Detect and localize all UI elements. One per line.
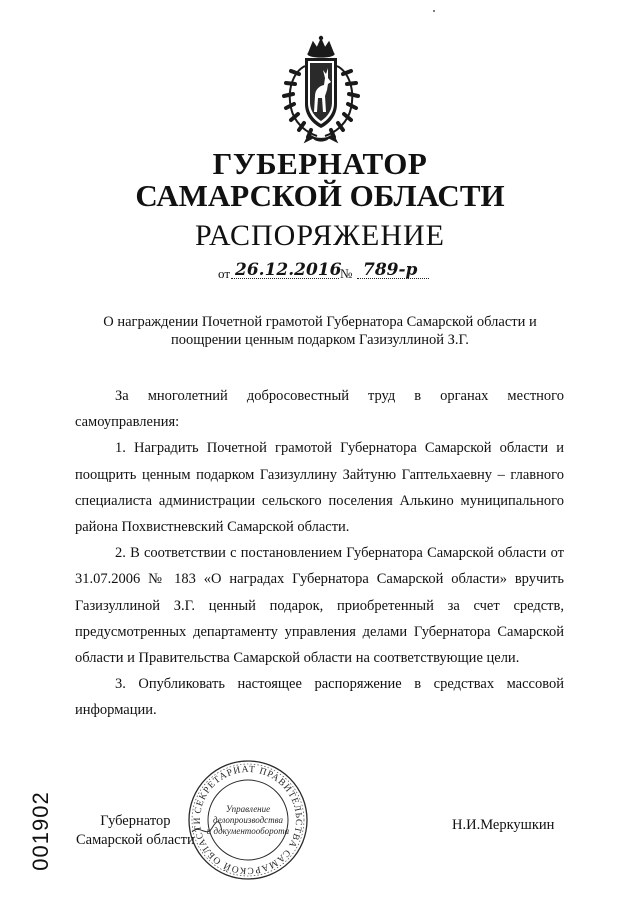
signatory-title-line1: Губернатор bbox=[100, 813, 171, 829]
official-seal-icon bbox=[186, 758, 310, 882]
body-item-2: 2. В соответствии с постановлением Губернатора Самарской области от 31.07.2006 № 183 «О наградах Губернатора Самарской области» вручить Газизуллиной З.Г. ценный подарок, приобретенный за счет средств, предусмотренных департаменту управления делами Губернатора Самарской области и Правительства Самарской области на соответствующие цели. bbox=[75, 545, 564, 667]
document-number: 789-р bbox=[357, 260, 429, 279]
coat-of-arms-icon bbox=[275, 34, 367, 144]
document-type-title: РАСПОРЯЖЕНИЕ bbox=[194, 219, 446, 252]
document-date: 26.12.2016 bbox=[231, 260, 339, 279]
body-intro: За многолетний добросовестный труд в органах местного самоуправления: bbox=[75, 388, 564, 431]
body-item-3: 3. Опубликовать настоящее распоряжение в средствах массовой информации. bbox=[75, 676, 564, 719]
issuer-title-line1: ГУБЕРНАТОР bbox=[212, 146, 428, 181]
document-body bbox=[75, 383, 564, 724]
archive-number bbox=[24, 776, 58, 886]
subject-line2: поощрении ценным подарком Газизуллиной З.Г. bbox=[171, 332, 469, 348]
document-subject bbox=[60, 313, 580, 349]
signatory-name: Н.И.Меркушкин bbox=[452, 817, 555, 833]
seal-center-line3: и документооборота bbox=[206, 826, 290, 836]
subject-line1: О награждении Почетной грамотой Губернатора Самарской области и bbox=[103, 314, 537, 330]
seal-center-line1: Управление bbox=[225, 804, 271, 814]
issuer-title-line2: САМАРСКОЙ ОБЛАСТИ bbox=[135, 178, 505, 213]
date-number-line bbox=[207, 260, 447, 284]
seal-ring-text: СЕКРЕТАРИАТ ПРАВИТЕЛЬСТВА САМАРСКОЙ ОБЛАСТИ bbox=[192, 764, 304, 876]
body-item-1: 1. Наградить Почетной грамотой Губернатора Самарской области и поощрить ценным подарком Газизуллину Зайтуню Гаптельхаевну – главного специалиста администрации сельского поселения Алькино муниципального района Похвистневский Самарской области. bbox=[75, 440, 564, 536]
date-label: от bbox=[218, 266, 231, 281]
seal-center-line2: делопроизводства bbox=[212, 815, 284, 825]
signatory-title bbox=[76, 812, 195, 850]
scan-speck bbox=[433, 10, 435, 12]
number-label: № bbox=[340, 266, 353, 281]
signatory-title-line2: Самарской области bbox=[76, 832, 195, 848]
archive-number-text: 001902 bbox=[28, 791, 53, 871]
